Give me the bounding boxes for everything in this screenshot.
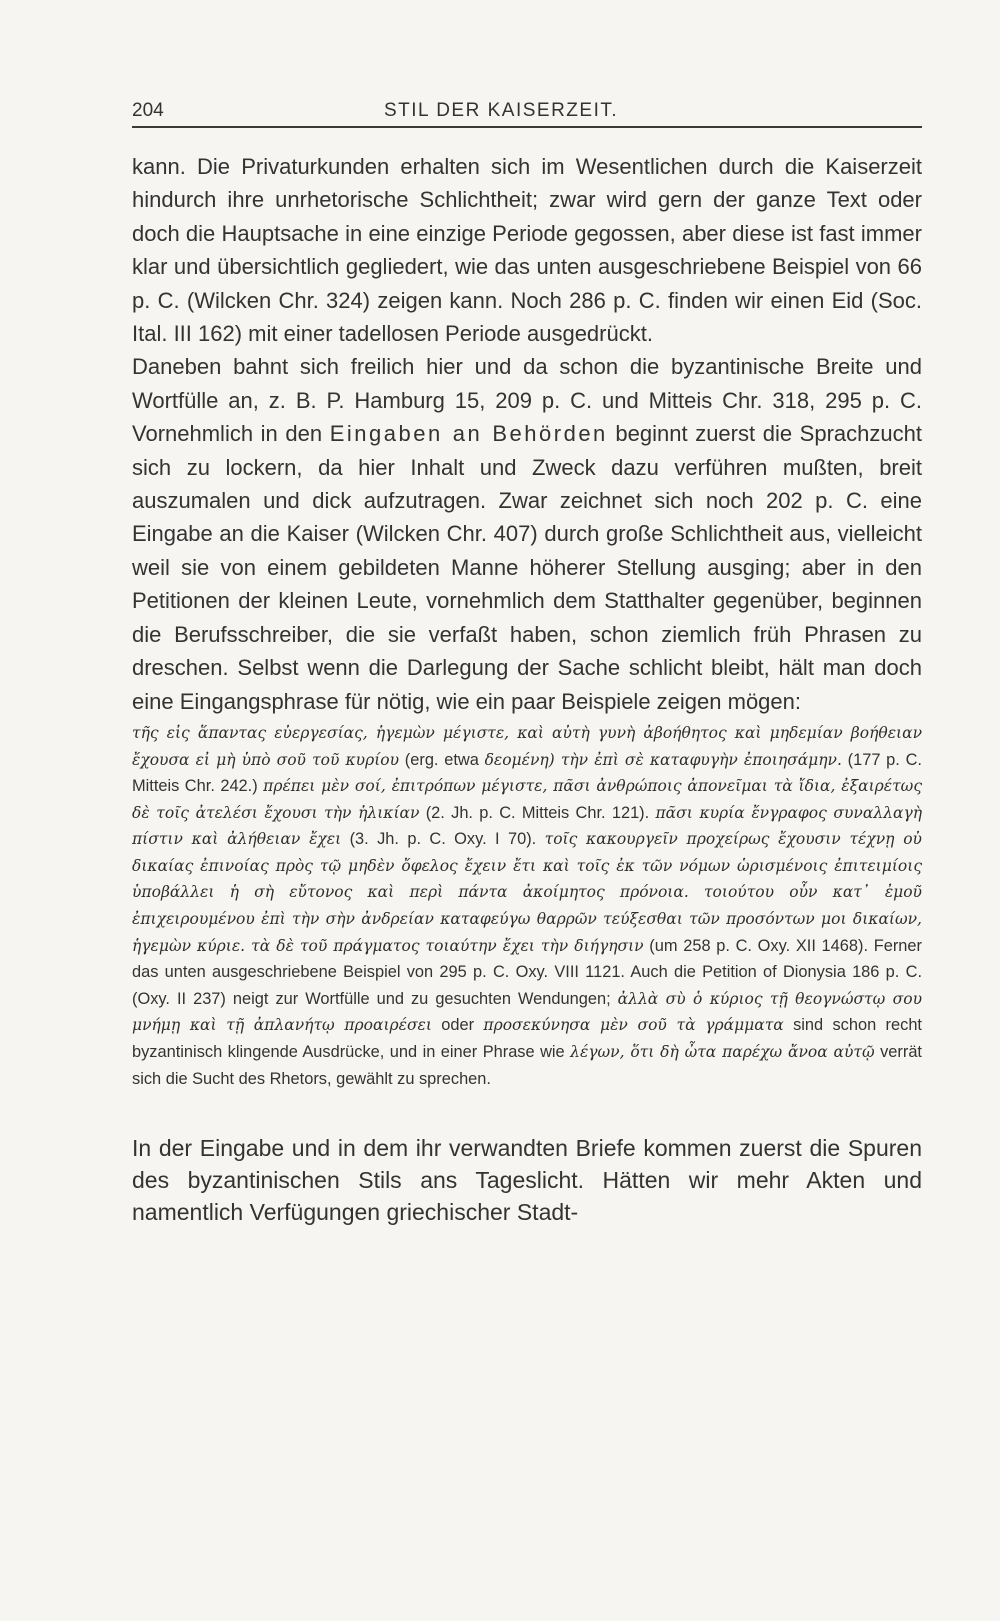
emphasis-spaced: Eingaben an Behörden <box>329 421 608 447</box>
book-page <box>132 92 922 1228</box>
citation-text: (erg. etwa <box>404 750 479 769</box>
citation-text: (177 p. C. Mitteis Chr. 242.) <box>132 750 922 796</box>
greek-quote: τῆς εἰς ἅπαντας εὐεργεσίας, ἡγεμὼν μέγιστε, καὶ αὐτὴ γυνὴ ἀβοήθητος καὶ μηδεμίαν βοήθειαν ἔχουσα εἰ μὴ ὑπὸ σοῦ τοῦ κυρίου <box>132 723 922 769</box>
greek-quote: προσεκύνησα μὲν σοῦ τὰ γράμματα <box>483 1016 784 1035</box>
citation-text: (um 258 p. C. Oxy. XII 1468). Ferner das unten ausgeschriebene Beispiel von 295 p. C. Oxy. VIII 1121. Auch die Petition of Dionysia 186 p. C. (Oxy. II 237) neigt zur Wortfülle und zu gesuchten Wendungen; <box>132 936 922 1008</box>
header-rule <box>132 126 922 128</box>
concluding-paragraph <box>132 1132 922 1228</box>
greek-quote: λέγων, ὅτι δὴ ὦτα παρέχω ἄνοα αὐτῷ <box>570 1043 875 1062</box>
paragraph-2 <box>132 350 922 717</box>
citation-text: sind schon recht byzantinisch klingende Ausdrücke, und in einer Phrase wie <box>132 1016 922 1062</box>
paragraph-1: kann. Die Privaturkunden erhalten sich im Wesentlichen durch die Kaiserzeit hindurch ihre unrhetorische Schlichtheit; zwar wird gern der ganze Text oder doch die Hauptsache in eine einzige Periode gegossen, aber diese ist fast immer klar und übersichtlich gegliedert, wie das unten ausgeschriebene Beispiel von 66 p. C. (Wilcken Chr. 324) zeigen kann. Noch 286 p. C. finden wir einen Eid (Soc. Ital. III 162) mit einer tadellosen Periode ausgedrückt. <box>132 154 922 347</box>
paragraph-2-rest: beginnt zuerst die Sprachzucht sich zu lockern, da hier Inhalt und Zweck dazu verführen mußten, breit auszumalen und dick aufzutragen. Zwar zeichnet sich noch 202 p. C. eine Eingabe an die Kaiser (Wilcken Chr. 407) durch große Schlichtheit aus, vielleicht weil sie von einem gebildeten Manne höherer Stellung ausging; aber in den Petitionen der kleinen Leute, vornehmlich dem Statthalter gegenüber, beginnen die Berufsschreiber, die sie verfaßt haben, schon ziemlich früh Phrasen zu dreschen. Selbst wenn die Darlegung der Sache schlicht bleibt, hält man doch eine Eingangsphrase für nötig, wie ein paar Beispiele zeigen mögen: <box>132 421 922 714</box>
greek-quote: ἀλλὰ σὺ ὁ κύριος τῇ θεογνώστῳ σου μνήμῃ καὶ τῇ ἀπλανήτῳ προαιρέσει <box>132 989 922 1035</box>
paragraph-2-start: Daneben bahnt sich freilich hier und da schon die byzantinische Breite und Wortfülle an, z. B. P. Hamburg 15, 209 p. C. und Mitteis Chr. 318, 295 p. C. Vornehmlich in den <box>132 354 922 447</box>
citation-text: verrät sich die Sucht des Rhetors, gewählt zu sprechen. <box>132 1043 922 1088</box>
citation-text: (2. Jh. p. C. Mitteis Chr. 121). <box>425 803 650 822</box>
conclusion-text: In der Eingabe und in dem ihr verwandten Briefe kommen zuerst die Spuren des byzantinischen Stils ans Tageslicht. Hätten wir mehr Akten und namentlich Verfügungen griechischer Stadt- <box>132 1135 922 1226</box>
small-print-examples <box>132 720 922 1092</box>
page-number: 204 <box>132 100 164 121</box>
examples-paragraph <box>132 720 922 1092</box>
greek-quote: δεομένη) τὴν ἐπὶ σὲ καταφυγὴν ἐποιησάμην. <box>484 750 842 769</box>
greek-quote: πρέπει μὲν σοί, ἐπιτρόπων μέγιστε, πᾶσι ἀνθρώποις ἀπονεῖμαι τὰ ἴδια, ἐξαιρέτως δὲ τοῖς ἀτελέσι ἔχουσι τὴν ἡλικίαν <box>132 777 922 822</box>
running-head: STIL DER KAISERZEIT. <box>384 100 619 121</box>
page-header <box>132 92 922 126</box>
greek-quote: τοῖς κακουργεῖν προχείρως ἔχουσιν τέχνῃ οὐ δικαίας ἐπινοίας πρὸς τῷ μηδὲν ὄφελος ἔχειν ἔτι καὶ τοῖς ἐκ τῶν νόμων ὡρισμένοις ἐπιτειμίοις ὑποβάλλει ἡ σὴ εὔτονος καὶ περὶ πάντα ἀκοίμητος πρόνοια. τοιούτου οὖν κατ᾽ ἐμοῦ ἐπιχειρουμένου ἐπὶ τὴν σὴν ἀνδρείαν καταφεύγω θαρρῶν τεύξεσθαι τῶν προσόντων μοι δικαίων, ἡγεμὼν κύριε. τὰ δὲ τοῦ πράγματος τοιαύτην ἔχει τὴν διήγησιν <box>132 830 922 955</box>
main-text <box>132 150 922 718</box>
citation-text: oder <box>441 1016 475 1035</box>
greek-quote: πᾶσι κυρία ἔνγραφος συναλλαγὴ πίστιν καὶ ἀλήθειαν ἔχει <box>132 803 922 849</box>
citation-text: (3. Jh. p. C. Oxy. I 70). <box>349 830 537 849</box>
